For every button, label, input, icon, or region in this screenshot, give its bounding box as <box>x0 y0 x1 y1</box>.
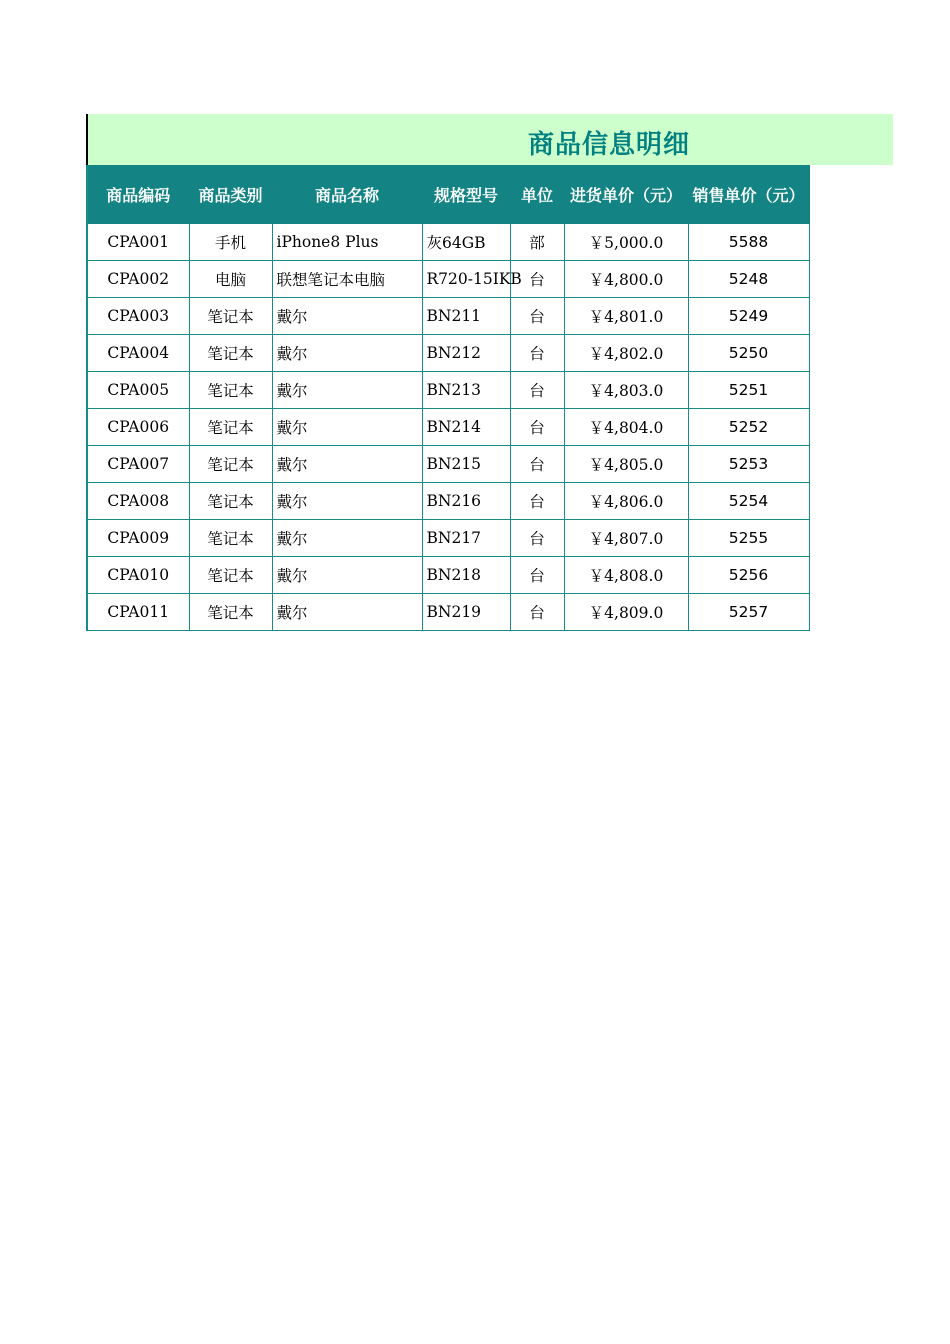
cell-price[interactable]: 5255 <box>688 520 809 557</box>
table-row <box>87 557 809 594</box>
cell-code[interactable]: CPA003 <box>87 298 189 335</box>
cell-unit[interactable]: 台 <box>510 409 564 446</box>
cell-name[interactable]: 联想笔记本电脑 <box>272 261 422 298</box>
cell-price[interactable]: 5254 <box>688 483 809 520</box>
cell-price[interactable]: 5588 <box>688 224 809 261</box>
cell-unit[interactable]: 台 <box>510 446 564 483</box>
cell-name[interactable]: 戴尔 <box>272 446 422 483</box>
table-row <box>87 483 809 520</box>
cell-name[interactable]: 戴尔 <box>272 298 422 335</box>
cell-spec[interactable]: BN213 <box>422 372 510 409</box>
cell-spec[interactable]: BN218 <box>422 557 510 594</box>
cell-unit[interactable]: 台 <box>510 594 564 631</box>
header-cell-spec[interactable]: 规格型号 <box>422 166 510 224</box>
table-row <box>87 224 809 261</box>
header-row <box>87 166 809 224</box>
cell-unit[interactable]: 台 <box>510 557 564 594</box>
header-cell-cost[interactable]: 进货单价（元） <box>564 166 688 224</box>
cell-unit[interactable]: 台 <box>510 520 564 557</box>
cell-spec[interactable]: BN219 <box>422 594 510 631</box>
cell-category[interactable]: 笔记本 <box>189 483 272 520</box>
table-row <box>87 372 809 409</box>
header-cell-code[interactable]: 商品编码 <box>87 166 189 224</box>
cell-cost[interactable]: ￥4,805.0 <box>564 446 688 483</box>
cell-category[interactable]: 笔记本 <box>189 372 272 409</box>
cell-code[interactable]: CPA001 <box>87 224 189 261</box>
cell-category[interactable]: 笔记本 <box>189 335 272 372</box>
cell-name[interactable]: 戴尔 <box>272 335 422 372</box>
header-cell-name[interactable]: 商品名称 <box>272 166 422 224</box>
cell-code[interactable]: CPA006 <box>87 409 189 446</box>
cell-code[interactable]: CPA009 <box>87 520 189 557</box>
cell-cost[interactable]: ￥4,807.0 <box>564 520 688 557</box>
cell-price[interactable]: 5248 <box>688 261 809 298</box>
table-row <box>87 298 809 335</box>
cell-cost[interactable]: ￥4,800.0 <box>564 261 688 298</box>
cell-price[interactable]: 5251 <box>688 372 809 409</box>
cell-unit[interactable]: 台 <box>510 298 564 335</box>
cell-cost[interactable]: ￥4,806.0 <box>564 483 688 520</box>
cell-cost[interactable]: ￥4,804.0 <box>564 409 688 446</box>
cell-cost[interactable]: ￥4,803.0 <box>564 372 688 409</box>
cell-price[interactable]: 5249 <box>688 298 809 335</box>
cell-cost[interactable]: ￥4,802.0 <box>564 335 688 372</box>
cell-unit[interactable]: 台 <box>510 372 564 409</box>
cell-spec[interactable]: R720-15IKB <box>422 261 510 298</box>
cell-cost[interactable]: ￥4,808.0 <box>564 557 688 594</box>
cell-code[interactable]: CPA007 <box>87 446 189 483</box>
cell-spec[interactable]: BN214 <box>422 409 510 446</box>
cell-code[interactable]: CPA002 <box>87 261 189 298</box>
cell-category[interactable]: 电脑 <box>189 261 272 298</box>
header-cell-category[interactable]: 商品类别 <box>189 166 272 224</box>
table-row <box>87 594 809 631</box>
cell-price[interactable]: 5256 <box>688 557 809 594</box>
cell-spec[interactable]: BN216 <box>422 483 510 520</box>
cell-code[interactable]: CPA010 <box>87 557 189 594</box>
header-cell-price[interactable]: 销售单价（元） <box>688 166 809 224</box>
table-row <box>87 446 809 483</box>
table-row <box>87 520 809 557</box>
cell-spec[interactable]: BN212 <box>422 335 510 372</box>
table-row <box>87 409 809 446</box>
page-title: 商品信息明细 <box>528 130 691 160</box>
cell-price[interactable]: 5253 <box>688 446 809 483</box>
cell-unit[interactable]: 台 <box>510 335 564 372</box>
cell-category[interactable]: 笔记本 <box>189 520 272 557</box>
cell-name[interactable]: 戴尔 <box>272 520 422 557</box>
cell-category[interactable]: 笔记本 <box>189 594 272 631</box>
product-table <box>86 165 810 631</box>
cell-code[interactable]: CPA008 <box>87 483 189 520</box>
cell-price[interactable]: 5257 <box>688 594 809 631</box>
cell-category[interactable]: 笔记本 <box>189 298 272 335</box>
cell-code[interactable]: CPA004 <box>87 335 189 372</box>
cell-code[interactable]: CPA005 <box>87 372 189 409</box>
cell-cost[interactable]: ￥4,801.0 <box>564 298 688 335</box>
cell-category[interactable]: 手机 <box>189 224 272 261</box>
cell-cost[interactable]: ￥5,000.0 <box>564 224 688 261</box>
cell-spec[interactable]: BN211 <box>422 298 510 335</box>
cell-spec[interactable]: BN217 <box>422 520 510 557</box>
table-row <box>87 261 809 298</box>
cell-unit[interactable]: 台 <box>510 261 564 298</box>
cell-category[interactable]: 笔记本 <box>189 409 272 446</box>
cell-spec[interactable]: 灰64GB <box>422 224 510 261</box>
cell-name[interactable]: 戴尔 <box>272 594 422 631</box>
cell-name[interactable]: 戴尔 <box>272 372 422 409</box>
cell-category[interactable]: 笔记本 <box>189 557 272 594</box>
cell-name[interactable]: 戴尔 <box>272 409 422 446</box>
cell-price[interactable]: 5252 <box>688 409 809 446</box>
header-cell-unit[interactable]: 单位 <box>510 166 564 224</box>
cell-name[interactable]: iPhone8 Plus <box>272 224 422 261</box>
table-row <box>87 335 809 372</box>
cell-category[interactable]: 笔记本 <box>189 446 272 483</box>
cell-unit[interactable]: 部 <box>510 224 564 261</box>
cell-unit[interactable]: 台 <box>510 483 564 520</box>
cell-price[interactable]: 5250 <box>688 335 809 372</box>
cell-spec[interactable]: BN215 <box>422 446 510 483</box>
cell-name[interactable]: 戴尔 <box>272 483 422 520</box>
cell-code[interactable]: CPA011 <box>87 594 189 631</box>
cell-name[interactable]: 戴尔 <box>272 557 422 594</box>
cell-cost[interactable]: ￥4,809.0 <box>564 594 688 631</box>
title-band <box>86 114 893 165</box>
